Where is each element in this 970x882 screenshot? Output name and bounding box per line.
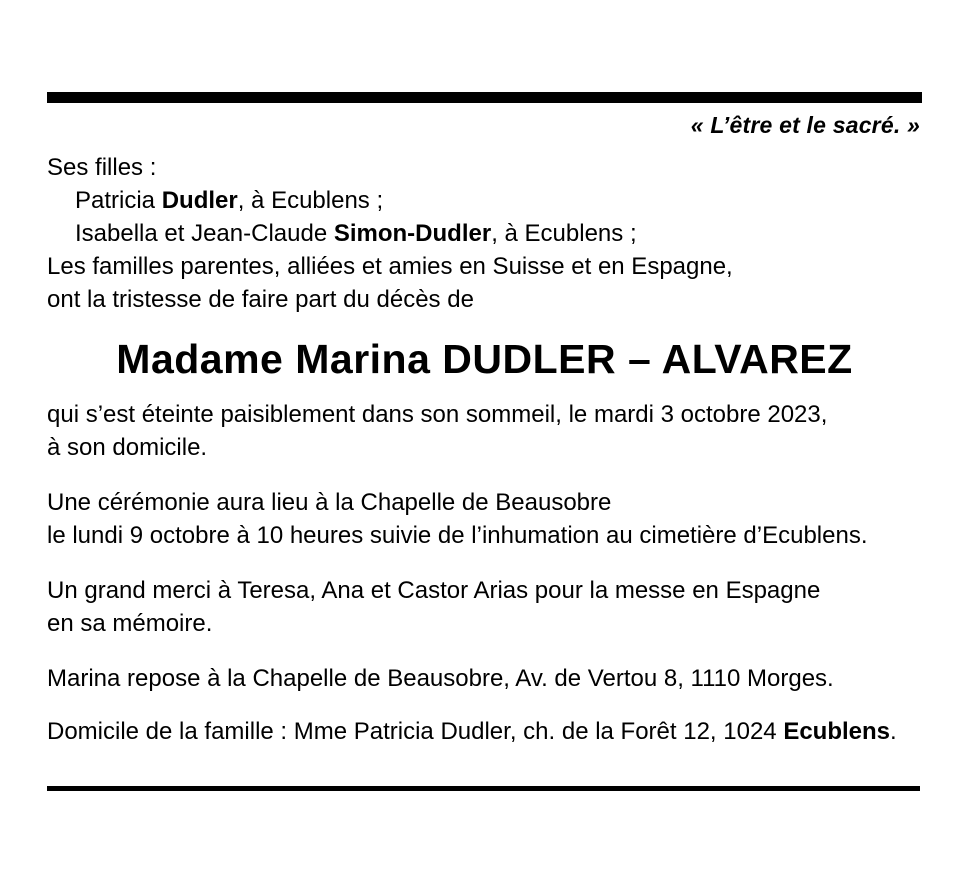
family-address	[47, 715, 922, 748]
address-prefix: Domicile de la famille : Mme Patricia Dudler, ch. de la Forêt 12, 1024	[47, 718, 784, 745]
thanks-line-1: Un grand merci à Teresa, Ana et Castor Arias pour la messe en Espagne	[47, 577, 821, 604]
ceremony-line-1: Une cérémonie aura lieu à la Chapelle de Beausobre	[47, 489, 612, 516]
thanks-message	[47, 574, 922, 640]
families-line: Les familles parentes, alliées et amies en Suisse et en Espagne,	[47, 253, 733, 280]
spacer-3	[47, 640, 922, 662]
bottom-divider	[47, 786, 920, 791]
top-divider	[47, 92, 922, 103]
daughter-1-surname: Dudler	[161, 187, 238, 214]
repose-location	[47, 662, 922, 695]
spacer-2	[47, 552, 922, 574]
death-details	[47, 398, 922, 464]
daughter-2-surname: Simon-Dudler	[333, 220, 492, 247]
daughters-label: Ses filles :	[47, 154, 157, 181]
notice-content	[47, 112, 922, 748]
thanks-line-2: en sa mémoire.	[47, 610, 213, 637]
daughter-entry-1	[47, 184, 922, 217]
deceased-name: Madame Marina DUDLER – ALVAREZ	[116, 336, 853, 382]
spacer-1	[47, 464, 922, 486]
daughter-2-prefix: Isabella et Jean-Claude	[75, 220, 334, 247]
ceremony-details	[47, 486, 922, 552]
death-line-2: à son domicile.	[47, 434, 208, 461]
ceremony-line-2: le lundi 9 octobre à 10 heures suivie de l’inhumation au cimetière d’Ecublens.	[47, 522, 868, 549]
daughter-entry-2	[47, 217, 922, 250]
spacer-4	[47, 695, 922, 715]
address-line	[47, 715, 922, 748]
address-city: Ecublens	[783, 718, 891, 745]
announcement-line: ont la tristesse de faire part du décès de	[47, 286, 474, 313]
daughter-1-prefix: Patricia	[75, 187, 162, 214]
epigraph-quote: « L’être et le sacré. »	[690, 112, 920, 138]
daughter-1-suffix: , à Ecublens ;	[237, 187, 384, 214]
death-line-1: qui s’est éteinte paisiblement dans son sommeil, le mardi 3 octobre 2023,	[47, 401, 828, 428]
repose-line: Marina repose à la Chapelle de Beausobre, Av. de Vertou 8, 1110 Morges.	[47, 665, 834, 692]
daughter-2-suffix: , à Ecublens ;	[491, 220, 637, 247]
address-suffix: .	[890, 718, 897, 745]
